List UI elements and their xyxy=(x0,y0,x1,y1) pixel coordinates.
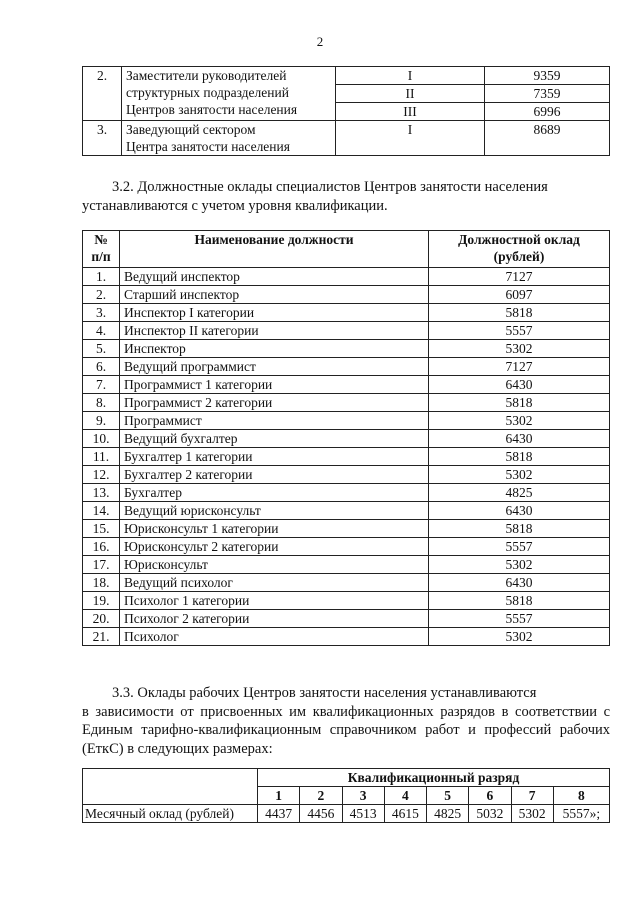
table-row xyxy=(83,484,610,502)
position-name: Бухгалтер 2 категории xyxy=(120,466,429,484)
table-row xyxy=(83,520,610,538)
row-number: 13. xyxy=(83,484,120,502)
position-name: Инспектор xyxy=(120,340,429,358)
grade-number-cell: 3 xyxy=(342,787,384,805)
column-header-salary xyxy=(429,231,610,268)
table-header-row xyxy=(83,769,610,787)
table-row xyxy=(83,286,610,304)
grade-cell: II xyxy=(336,85,485,103)
table-row xyxy=(83,376,610,394)
monthly-salary-cell: 4513 xyxy=(342,805,384,823)
table-row xyxy=(83,556,610,574)
monthly-salary-label: Месячный оклад (рублей) xyxy=(83,805,258,823)
table-row xyxy=(83,304,610,322)
position-name xyxy=(122,121,336,156)
position-name: Программист xyxy=(120,412,429,430)
table-row xyxy=(83,322,610,340)
table-row xyxy=(83,412,610,430)
salary-cell: 5818 xyxy=(429,592,610,610)
grade-number-cell: 6 xyxy=(469,787,511,805)
paragraph-line: с Единым тарифно-квалификационным справочником работ и профессий xyxy=(82,703,610,738)
empty-corner-cell xyxy=(83,769,258,805)
row-number: 10. xyxy=(83,430,120,448)
position-name: Программист 2 категории xyxy=(120,394,429,412)
row-number: 7. xyxy=(83,376,120,394)
column-header-position: Наименование должности xyxy=(120,231,429,268)
specialist-salary-rows xyxy=(83,268,610,646)
grade-number-cell: 5 xyxy=(427,787,469,805)
grade-number-cell: 4 xyxy=(384,787,426,805)
row-number: 1. xyxy=(83,268,120,286)
row-number: 8. xyxy=(83,394,120,412)
row-number: 19. xyxy=(83,592,120,610)
monthly-salary-cell: 4437 xyxy=(258,805,300,823)
salary-cell: 5818 xyxy=(429,394,610,412)
position-name-line: Центров занятости населения xyxy=(126,102,298,117)
row-number: 14. xyxy=(83,502,120,520)
position-name: Юрисконсульт 2 категории xyxy=(120,538,429,556)
grade-cell: I xyxy=(336,121,485,156)
row-number: 16. xyxy=(83,538,120,556)
position-name: Ведущий программист xyxy=(120,358,429,376)
position-name: Программист 1 категории xyxy=(120,376,429,394)
table-row xyxy=(83,121,610,156)
salary-cell: 5302 xyxy=(429,340,610,358)
position-name: Психолог 1 категории xyxy=(120,592,429,610)
column-header-salary-line: Должностной оклад xyxy=(458,232,580,247)
salary-cell: 5302 xyxy=(429,412,610,430)
monthly-salary-row xyxy=(83,805,610,823)
senior-staff-salary-table xyxy=(82,66,610,156)
grade-cell: III xyxy=(336,103,485,121)
salary-cell: 6097 xyxy=(429,286,610,304)
table-row xyxy=(83,574,610,592)
table-row xyxy=(83,358,610,376)
position-name-line: Заместители руководителей xyxy=(126,68,287,83)
salary-cell: 5557 xyxy=(429,610,610,628)
position-name-line: структурных подразделений xyxy=(126,85,289,100)
table-row xyxy=(83,67,610,85)
grade-cell: I xyxy=(336,67,485,85)
monthly-salary-cell: 5302 xyxy=(511,805,553,823)
paragraph-line: 3.3. Оклады рабочих Центров занятости населения устанавливаются xyxy=(112,685,537,701)
row-number: 2. xyxy=(83,67,122,121)
table-row xyxy=(83,466,610,484)
position-name: Ведущий инспектор xyxy=(120,268,429,286)
column-header-number: № п/п xyxy=(83,231,120,268)
monthly-salary-cell: 5032 xyxy=(469,805,511,823)
grade-number-cell: 7 xyxy=(511,787,553,805)
salary-cell: 6430 xyxy=(429,502,610,520)
salary-cell: 7359 xyxy=(485,85,610,103)
salary-cell: 8689 xyxy=(485,121,610,156)
row-number: 9. xyxy=(83,412,120,430)
monthly-salary-cell: 5557»; xyxy=(553,805,609,823)
salary-cell: 5818 xyxy=(429,520,610,538)
row-number: 20. xyxy=(83,610,120,628)
table-row xyxy=(83,502,610,520)
row-number: 18. xyxy=(83,574,120,592)
row-number: 17. xyxy=(83,556,120,574)
salary-cell: 6430 xyxy=(429,430,610,448)
specialist-salary-table xyxy=(82,230,610,646)
salary-cell: 6996 xyxy=(485,103,610,121)
row-number: 12. xyxy=(83,466,120,484)
table-header-row xyxy=(83,231,610,268)
row-number: 4. xyxy=(83,322,120,340)
salary-cell: 9359 xyxy=(485,67,610,85)
paragraph-3-3 xyxy=(82,684,610,758)
table-row xyxy=(83,538,610,556)
table-row xyxy=(83,610,610,628)
position-name: Бухгалтер xyxy=(120,484,429,502)
table-row xyxy=(83,268,610,286)
paragraph-3-2 xyxy=(82,178,610,215)
paragraph-line: устанавливаются с учетом уровня квалификации. xyxy=(82,197,388,214)
salary-cell: 5818 xyxy=(429,448,610,466)
monthly-salary-cell: 4825 xyxy=(427,805,469,823)
row-number: 11. xyxy=(83,448,120,466)
worker-salary-table xyxy=(82,768,610,823)
position-name: Инспектор II категории xyxy=(120,322,429,340)
salary-cell: 5557 xyxy=(429,538,610,556)
position-name: Ведущий психолог xyxy=(120,574,429,592)
salary-cell: 5557 xyxy=(429,322,610,340)
monthly-salary-cell: 4615 xyxy=(384,805,426,823)
position-name: Психолог 2 категории xyxy=(120,610,429,628)
salary-cell: 7127 xyxy=(429,268,610,286)
qualification-grade-header: Квалификационный разряд xyxy=(258,769,610,787)
page-number: 2 xyxy=(316,34,324,49)
position-name: Старший инспектор xyxy=(120,286,429,304)
position-name: Ведущий юрисконсульт xyxy=(120,502,429,520)
paragraph-line: рабочих (ЕткС) в следующих размерах: xyxy=(82,722,610,757)
paragraph-line: в зависимости от присвоенных им квалификационных разрядов в соответствии xyxy=(82,703,597,720)
position-name: Психолог xyxy=(120,628,429,646)
monthly-salary-cell: 4456 xyxy=(300,805,342,823)
table-row xyxy=(83,628,610,646)
salary-cell: 5302 xyxy=(429,556,610,574)
table-row xyxy=(83,448,610,466)
salary-cell: 7127 xyxy=(429,358,610,376)
row-number: 6. xyxy=(83,358,120,376)
grade-number-cell: 1 xyxy=(258,787,300,805)
table-row xyxy=(83,430,610,448)
position-name-line: Центра занятости населения xyxy=(126,139,290,154)
table-row xyxy=(83,340,610,358)
row-number: 5. xyxy=(83,340,120,358)
salary-cell: 6430 xyxy=(429,574,610,592)
position-name: Инспектор I категории xyxy=(120,304,429,322)
position-name: Юрисконсульт xyxy=(120,556,429,574)
salary-cell: 6430 xyxy=(429,376,610,394)
row-number: 21. xyxy=(83,628,120,646)
grade-number-cell: 8 xyxy=(553,787,609,805)
column-header-salary-line: (рублей) xyxy=(493,249,545,264)
row-number: 2. xyxy=(83,286,120,304)
position-name xyxy=(122,67,336,121)
table-row xyxy=(83,394,610,412)
position-name: Ведущий бухгалтер xyxy=(120,430,429,448)
grade-number-cell: 2 xyxy=(300,787,342,805)
position-name: Бухгалтер 1 категории xyxy=(120,448,429,466)
position-name-line: Заведующий сектором xyxy=(126,122,256,137)
row-number: 15. xyxy=(83,520,120,538)
row-number: 3. xyxy=(83,304,120,322)
position-name: Юрисконсульт 1 категории xyxy=(120,520,429,538)
salary-cell: 5302 xyxy=(429,628,610,646)
row-number: 3. xyxy=(83,121,122,156)
salary-cell: 4825 xyxy=(429,484,610,502)
salary-cell: 5818 xyxy=(429,304,610,322)
paragraph-line: 3.2. Должностные оклады специалистов Центров занятости населения xyxy=(112,179,548,195)
salary-cell: 5302 xyxy=(429,466,610,484)
table-row xyxy=(83,592,610,610)
